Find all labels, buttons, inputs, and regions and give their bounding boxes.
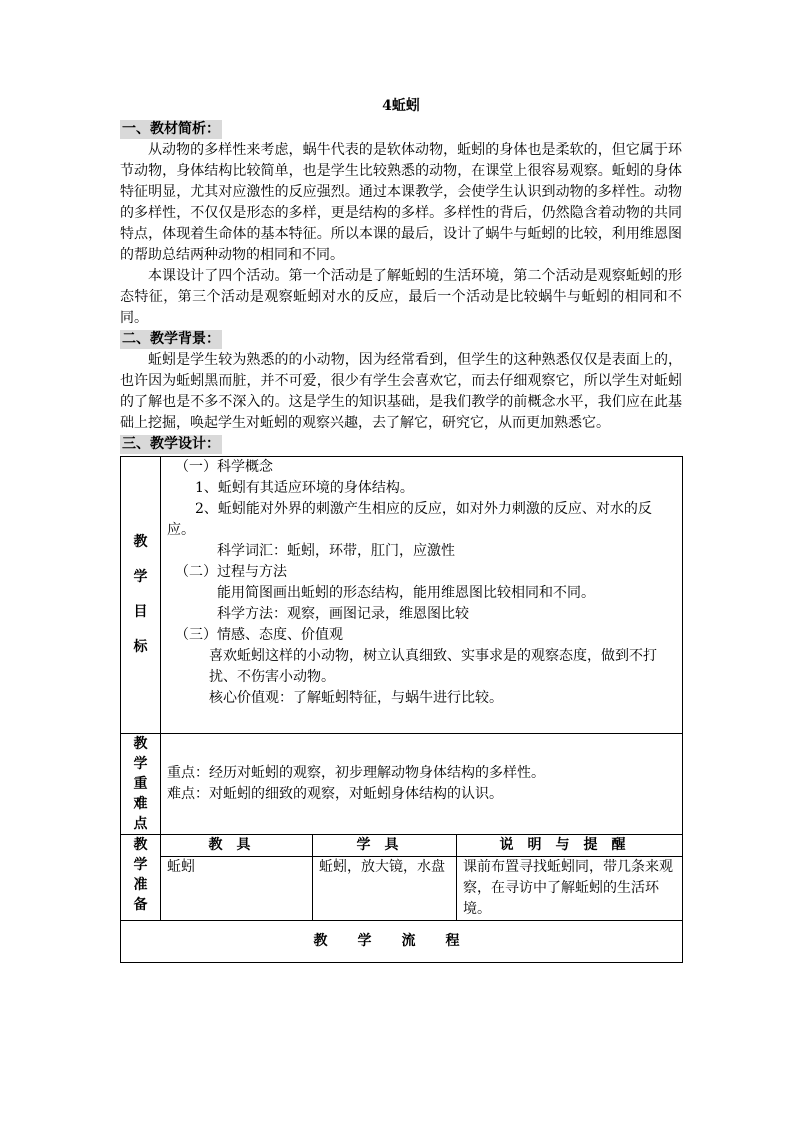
lesson-plan-table — [120, 456, 683, 963]
keypoints-side-label: 教 学 重 难 点 — [121, 734, 161, 835]
paragraph: 本课设计了四个活动。第一个活动是了解蚯蚓的生活环境，第二个活动是观察蚯蚓的形态特征，第三个活动是观察蚯蚓对水的反应，最后一个活动是比较蜗牛与蚯蚓的相同和不同。 — [120, 268, 682, 326]
prep-values-row — [121, 857, 683, 921]
prep-notes: 课前布置寻找蚯蚓同，带几条来观察，在寻访中了解蚯蚓的生活环境。 — [457, 857, 683, 921]
document-title: 4蚯蚓 — [382, 98, 420, 114]
prep-header-notes: 说明与提醒 — [457, 835, 683, 857]
goal-item: 2、蚯蚓能对外界的刺激产生相应的反应，如对外力刺激的反应、对水的反应。 — [167, 501, 652, 538]
goal-part-title: （二）过程与方法 — [175, 564, 287, 580]
goal-vocab: 科学词汇：蚯蚓，环带，肛门，应激性 — [217, 543, 455, 559]
section-teaching-design — [120, 434, 682, 963]
key-point: 重点：经历对蚯蚓的观察，初步理解动物身体结构的多样性。 — [167, 765, 545, 781]
prep-teacher-tools: 蚯蚓 — [161, 857, 313, 921]
keypoints-row — [121, 734, 683, 835]
section-heading-3: 三、教学设计： — [122, 436, 220, 452]
prep-side-label: 教 学 准 备 — [121, 835, 161, 921]
section-heading-1: 一、教材简析： — [122, 121, 220, 137]
goals-row — [121, 457, 683, 734]
difficult-point: 难点：对蚯蚓的细致的观察，对蚯蚓身体结构的认识。 — [167, 786, 503, 802]
goal-process: 能用简图画出蚯蚓的形态结构，能用维恩图比较相同和不同。 — [217, 585, 595, 601]
keypoints-content — [161, 734, 683, 835]
goals-side-label: 教 学 目 标 — [121, 457, 161, 734]
section-teaching-background — [120, 329, 682, 434]
prep-row — [121, 835, 683, 857]
paragraph: 从动物的多样性来考虑，蜗牛代表的是软体动物，蚯蚓的身体也是柔软的，但它属于环节动物，身体结构比较简单，也是学生比较熟悉的动物，在课堂上很容易观察。蚯蚓的身体特征明显，尤其对应激性的反应强烈。通过本课教学，会使学生认识到动物的多样性。动物的多样性，不仅仅是形态的多样，更是结构的多样。多样性的背后，仍然隐含着动物的共同特点，体现着生命体的基本特征。所以本课的最后，设计了蜗牛与蚯蚓的比较，利用维恩图的帮助总结两种动物的相同和不同。 — [120, 142, 682, 263]
document-page — [120, 96, 682, 963]
paragraph: 蚯蚓是学生较为熟悉的的小动物，因为经常看到，但学生的这种熟悉仅仅是表面上的，也许因为蚯蚓黑而脏，并不可爱，很少有学生会喜欢它，而去仔细观察它，所以学生对蚯蚓的了解也是不多不深入的。这是学生的知识基础，是我们教学的前概念水平，我们应在此基础上挖掘，唤起学生对蚯蚓的观察兴趣，去了解它，研究它，从而更加熟悉它。 — [120, 352, 682, 431]
goal-part-title: （三）情感、态度、价值观 — [175, 627, 343, 643]
section-textbook-analysis — [120, 119, 682, 329]
section-heading-2: 二、教学背景： — [122, 331, 220, 347]
flow-row — [121, 921, 683, 963]
prep-header-student-tools: 学具 — [313, 835, 457, 857]
goal-item: 1、蚯蚓有其适应环境的身体结构。 — [195, 480, 414, 496]
goal-method: 科学方法：观察，画图记录，维恩图比较 — [217, 606, 469, 622]
goal-part-title: （一）科学概念 — [175, 459, 273, 475]
prep-student-tools: 蚯蚓，放大镜，水盘 — [313, 857, 457, 921]
goals-content — [161, 457, 683, 734]
teaching-flow-title: 教学流程 — [121, 921, 683, 963]
prep-header-teacher-tools: 教具 — [161, 835, 313, 857]
goal-core: 核心价值观：了解蚯蚓特征，与蜗牛进行比较。 — [209, 690, 503, 706]
goal-attitude: 喜欢蚯蚓这样的小动物，树立认真细致、实事求是的观察态度，做到不打扰、不伤害小动物。 — [209, 648, 657, 685]
